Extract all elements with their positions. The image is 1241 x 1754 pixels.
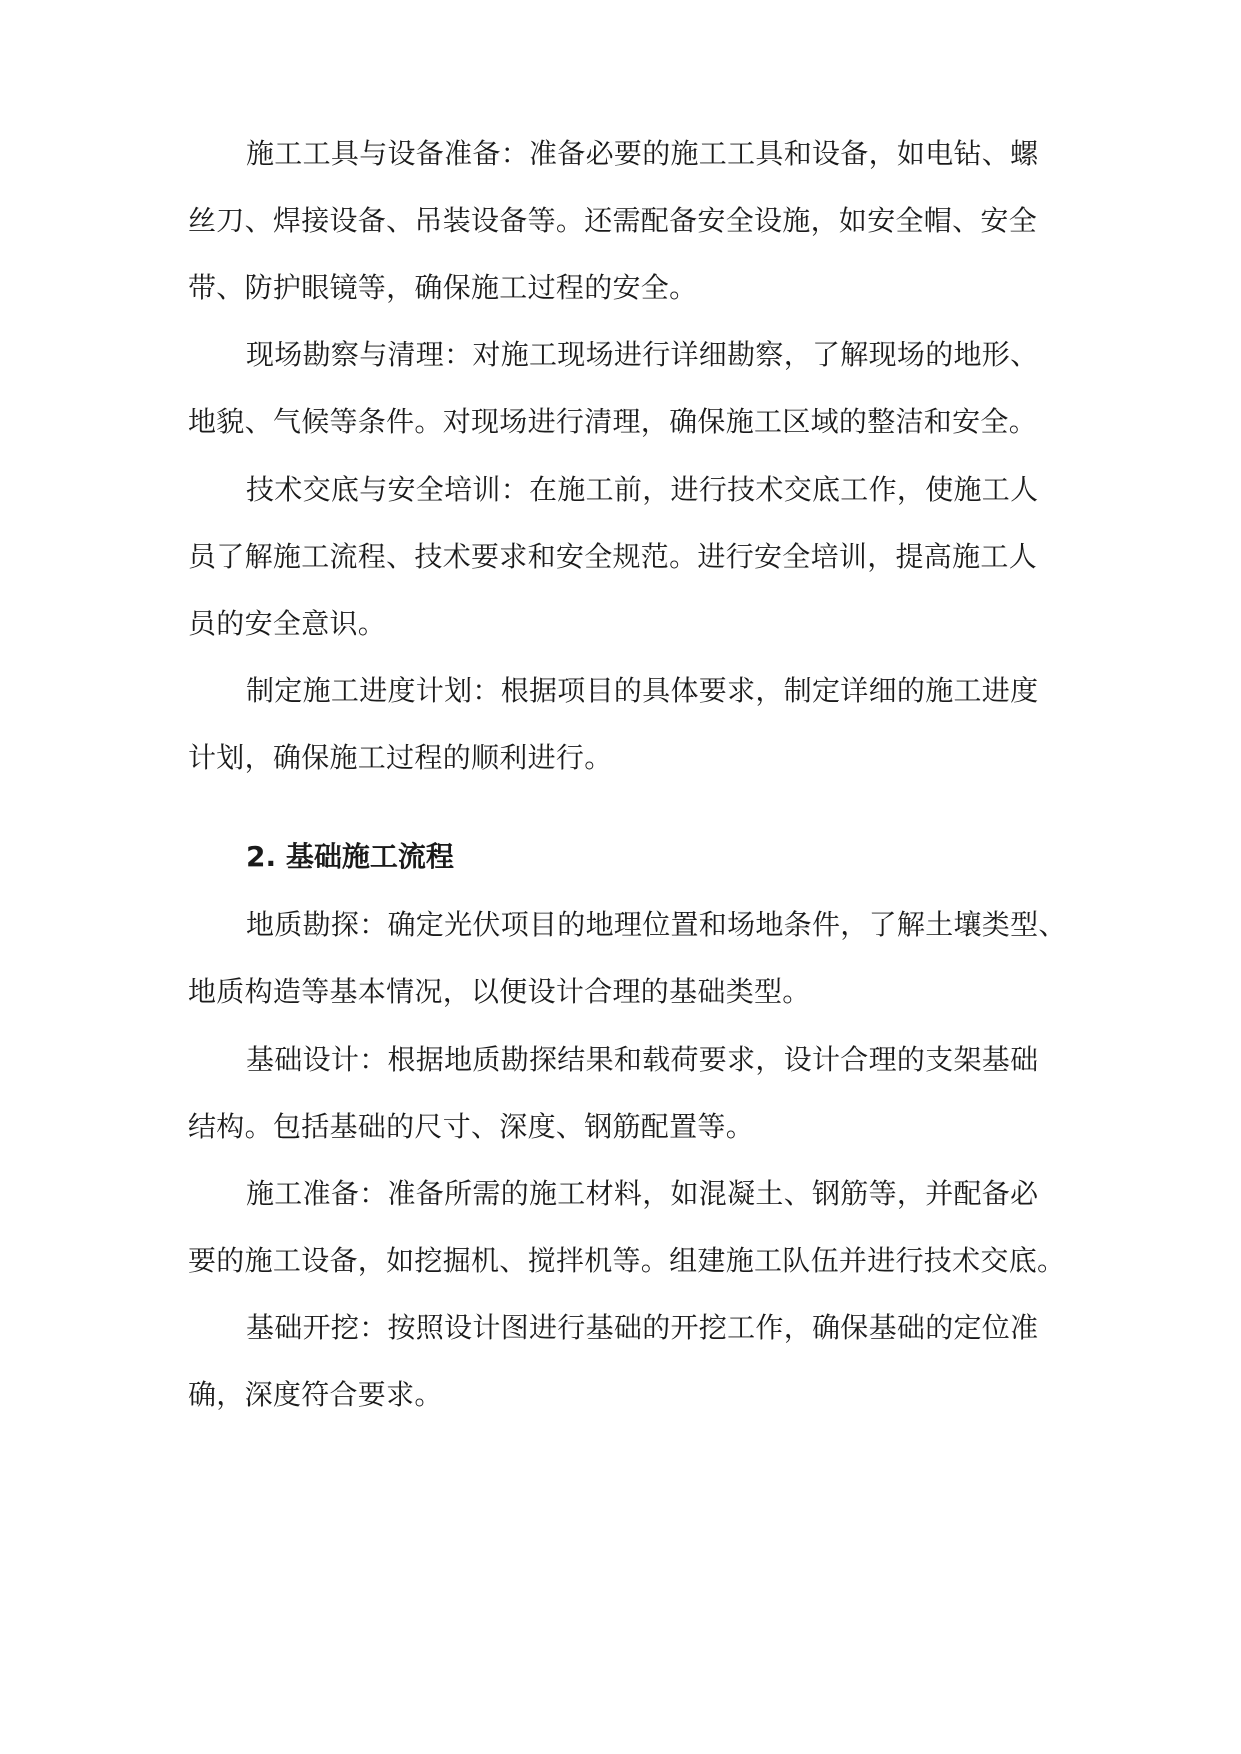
paragraph-line: 丝刀、焊接设备、吊装设备等。还需配备安全设施，如安全帽、安全 bbox=[188, 204, 1038, 237]
paragraph-line: 技术交底与安全培训：在施工前，进行技术交底工作，使施工人 bbox=[246, 473, 1039, 506]
paragraph-line: 计划，确保施工过程的顺利进行。 bbox=[188, 741, 613, 774]
paragraph-line: 施工工具与设备准备：准备必要的施工工具和设备，如电钻、螺 bbox=[246, 137, 1039, 170]
paragraph-line: 要的施工设备，如挖掘机、搅拌机等。组建施工队伍并进行技术交底。 bbox=[188, 1244, 1066, 1277]
paragraph-line: 地质构造等基本情况，以便设计合理的基础类型。 bbox=[188, 975, 811, 1008]
paragraph-line: 地貌、气候等条件。对现场进行清理，确保施工区域的整洁和安全。 bbox=[188, 405, 1038, 438]
paragraph-line: 地质勘探：确定光伏项目的地理位置和场地条件，了解土壤类型、 bbox=[246, 908, 1067, 941]
section-heading: 2. 基础施工流程 bbox=[246, 840, 454, 873]
paragraph-line: 确，深度符合要求。 bbox=[188, 1378, 443, 1411]
paragraph-line: 施工准备：准备所需的施工材料，如混凝土、钢筋等，并配备必 bbox=[246, 1177, 1039, 1210]
paragraph-line: 带、防护眼镜等，确保施工过程的安全。 bbox=[188, 271, 698, 304]
paragraph-line: 基础开挖：按照设计图进行基础的开挖工作，确保基础的定位准 bbox=[246, 1311, 1039, 1344]
paragraph-line: 制定施工进度计划：根据项目的具体要求，制定详细的施工进度 bbox=[246, 674, 1039, 707]
paragraph-line: 员了解施工流程、技术要求和安全规范。进行安全培训，提高施工人 bbox=[188, 540, 1038, 573]
paragraph-line: 员的安全意识。 bbox=[188, 607, 387, 640]
paragraph-line: 结构。包括基础的尺寸、深度、钢筋配置等。 bbox=[188, 1110, 755, 1143]
paragraph-line: 基础设计：根据地质勘探结果和载荷要求，设计合理的支架基础 bbox=[246, 1043, 1039, 1076]
paragraph-line: 现场勘察与清理：对施工现场进行详细勘察，了解现场的地形、 bbox=[246, 338, 1039, 371]
